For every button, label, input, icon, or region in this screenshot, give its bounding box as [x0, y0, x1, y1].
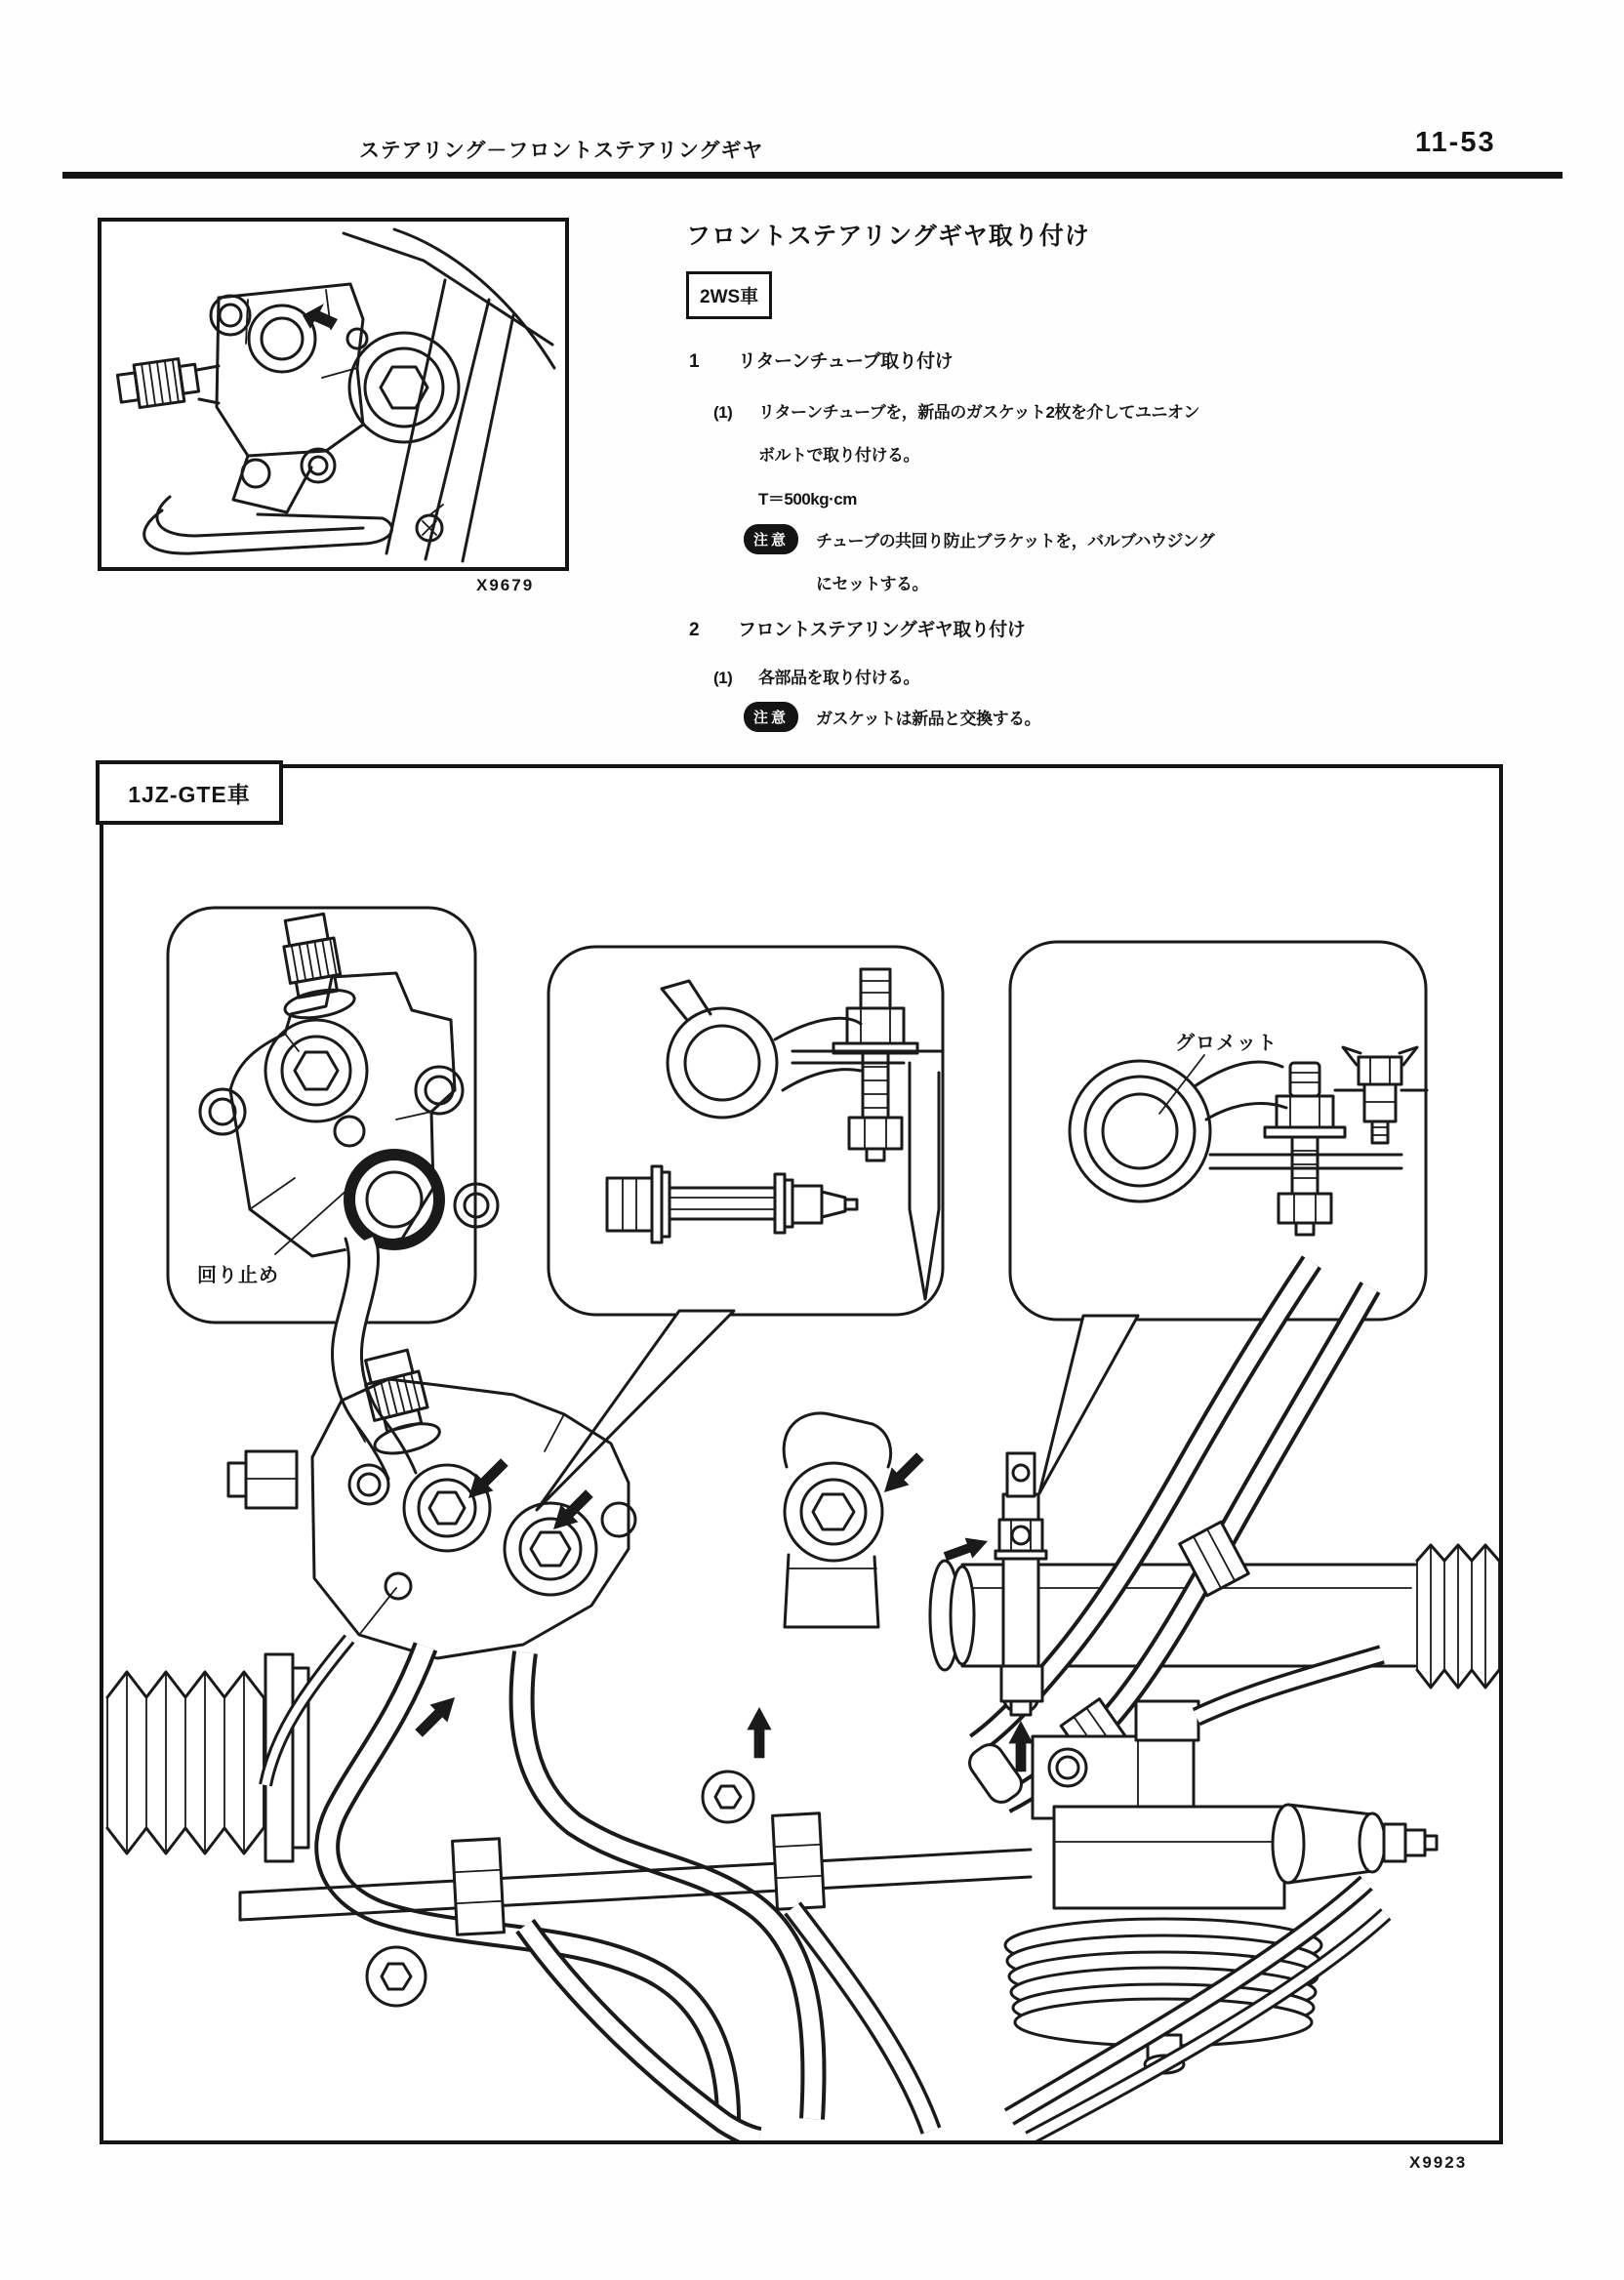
installation-diagram — [103, 768, 1499, 2140]
gear-mount-boss — [784, 1413, 890, 1627]
callout-bubble-right — [1010, 942, 1426, 1320]
section1-step1-line2: ボルトで取り付ける。 — [758, 446, 919, 465]
section1-note-line1: チューブの共回り防止ブラケットを，バルブハウジング — [816, 532, 1215, 550]
header-page-number: 11-53 — [1415, 127, 1496, 158]
input-shaft-splines — [116, 356, 199, 410]
grommet-label: グロメット — [1175, 1033, 1278, 1054]
main-assembly — [107, 1262, 1499, 2138]
figure2-model-tab: 1JZ-GTE車 — [96, 760, 283, 825]
section1-number: 1 — [689, 351, 700, 372]
section1-heading: 1 リターンチューブ取り付け — [689, 351, 954, 372]
pressure-hoses — [265, 1639, 814, 2119]
section2-heading: 2 フロントステアリングギヤ取り付け — [689, 620, 1026, 640]
pointer-arrow-icon — [303, 304, 338, 329]
page-title: フロントステアリングギヤ取り付け — [686, 223, 1090, 250]
steering-gear-overview-drawing — [102, 222, 565, 567]
torque-spec: T＝500kg·cm — [758, 490, 857, 509]
return-tube — [144, 497, 392, 553]
step-number: (1) — [713, 669, 733, 687]
section1-step1-line1: (1) リターンチューブを，新品のガスケット2枚を介してユニオン — [713, 403, 1199, 422]
lower-arm — [233, 456, 311, 512]
section2-note-line1: ガスケットは新品と交換する。 — [816, 710, 1041, 728]
caution-badge: 注意 — [744, 524, 798, 554]
callout-bubble-left — [168, 908, 475, 1323]
figure1-caption: X9679 — [476, 576, 535, 594]
callout-bubble-middle — [548, 947, 943, 1315]
figure-steering-gear-1jzgte — [100, 764, 1503, 2144]
section2-number: 2 — [689, 620, 700, 640]
model-badge-2ws: 2WS車 — [686, 271, 772, 319]
section1-note-line2: にセットする。 — [816, 575, 928, 593]
step-number: (1) — [713, 403, 733, 422]
caution-badge: 注意 — [744, 702, 798, 732]
stopper-label: 回り止め — [197, 1265, 279, 1286]
figure2-caption: X9923 — [1409, 2153, 1468, 2172]
frame-members — [344, 229, 554, 561]
figure-steering-gear-2ws — [98, 218, 569, 571]
power-steering-pump — [1033, 1654, 1437, 1908]
callout-leader-middle — [537, 1311, 734, 1510]
header-section-title: ステアリング－フロントステアリングギヤ — [359, 140, 764, 162]
lower-hoses — [525, 1883, 1386, 2138]
section2-step1-line1: (1) 各部品を取り付ける。 — [713, 669, 919, 687]
callout-leader-right — [1039, 1316, 1138, 1493]
header-rule — [62, 172, 1563, 179]
